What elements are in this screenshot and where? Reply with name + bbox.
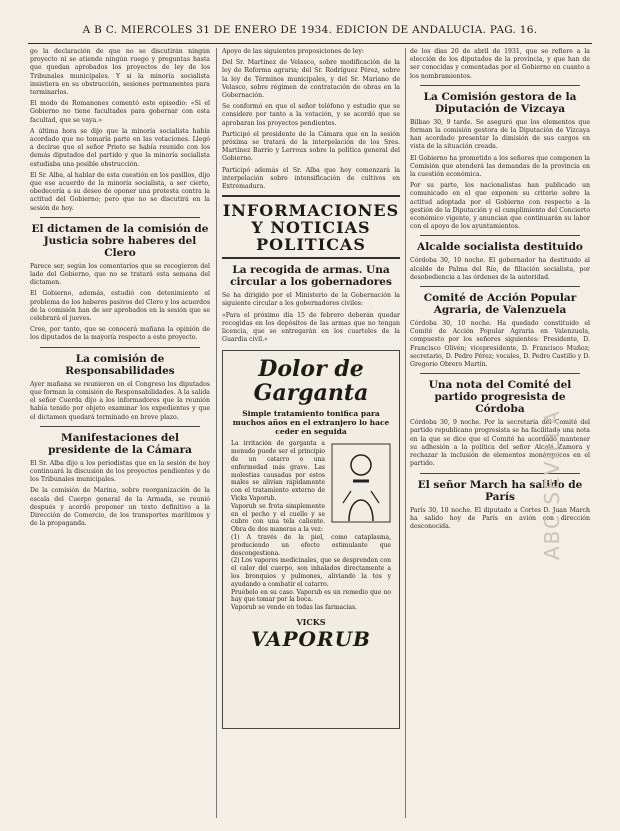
- ad-illustration-icon: [331, 443, 391, 523]
- ad-paragraph: (1) A través de la piel, como cataplasma, produciendo un efecto estimulante que descongestiona.: [231, 534, 391, 557]
- article-paragraph: El Sr. Alba dijo a los periodistas que en la sesión de hoy continuará la discusión de los proyectos pendientes y de los Tribunales municipales.: [30, 459, 210, 484]
- article-paragraph: Cree, por tanto, que se conocerá mañana la opinión de los diputados de la mayoría respecto a este proyecto.: [30, 326, 210, 342]
- column-divider-2: [405, 48, 406, 818]
- article-paragraph: Se conformó en que el señor teléfono y estudio que se considere por tanto a la votación, y se acordó que se aprobaran los proyectos pendientes.: [222, 103, 400, 127]
- article-paragraph: Ayer mañana se reunieron en el Congreso los diputados que forman la comisión de Responsabilidades. A la salida el señor Cuerda dijo a los informadores que la reunión había tenido por objeto examinar los expedientes y que el dictamen quedará terminado en breve plazo.: [30, 380, 210, 421]
- article-paragraph: Córdoba 30, 9 noche. Por la secretaría del Comité del partido republicano progresista se ha facilitado una nota en la que se dice que el Comité ha acordado mantener su adhesión a la política del señor Alcalá Zamora y rechazar la inclusión de elementos monárquicos en el partido.: [410, 419, 590, 468]
- article-paragraph: Parece ser, según los comentarios que se recogieron del lado del Gobierno, que no se tratará esta semana del dictamen.: [30, 262, 210, 287]
- vicks-advertisement: [222, 350, 400, 729]
- headline-gestora-vizcaya: La Comisión gestora de la Diputación de Vizcaya: [423, 90, 577, 115]
- column-divider-1: [216, 48, 217, 818]
- article-paragraph: Se ha dirigido por el Ministerio de la Gobernación la siguiente circular a los gobernadores civiles:: [222, 292, 400, 308]
- section-rule: [222, 257, 400, 259]
- headline-recogida-armas: La recogida de armas. Una circular a los gobernadores: [230, 264, 392, 289]
- article-paragraph: Bilbao 30, 9 tarde. Se aseguró que los elementos que forman la comisión gestora de la Diputación de Vizcaya han acordado presentar la dimisión de sus cargos en vista de la situación creada.: [410, 118, 590, 151]
- page-masthead: A B C. MIERCOLES 31 DE ENERO DE 1934. EDICION DE ANDALUCIA. PAG. 16.: [82, 24, 538, 36]
- divider: [40, 426, 200, 427]
- ad-paragraph: (2) Los vapores medicinales, que se desprenden con el calor del cuerpo, son inhalados directamente a los bronquios y pulmones, aliviando la tos y ayudando a combatir el catarro.: [231, 557, 391, 588]
- ad-paragraph: Pruébelo en su caso. Vaporub es un remedio que no hay que tomar por la boca.: [231, 588, 391, 604]
- article-paragraph: «Para el próximo día 15 de febrero deberán quedar recogidas en los depósitos de las armas que no tengan licencia, que se entregarán en los cuarteles de la Guardia civil.»: [222, 311, 400, 344]
- article-paragraph: El Gobierno, además, estudió con detenimiento el problema de los haberes pasivos del Clero y los acuerdos de la comisión han de ser aprobados en la sesión que se celebrará el jueves.: [30, 290, 210, 323]
- masthead-rule: [28, 43, 592, 44]
- section-title-informaciones: INFORMACIONES Y NOTICIAS POLITICAS: [222, 201, 400, 255]
- headline-march-paris: El señor March ha salido de París: [417, 478, 583, 503]
- divider: [40, 347, 200, 348]
- ad-title: Dolor de Garganta: [253, 356, 369, 407]
- article-paragraph: Participó el presidente de la Cámara que en la sesión próxima se tratará de la interpelación de los Sres. Martínez Barrio y Lerroux sobre la política general del Gobierno.: [222, 130, 400, 163]
- article-paragraph: Córdoba 30, 10 noche. El gobernador ha destituido al alcalde de Palma del Río, de filiación socialista, por desobediencia a las órdenes de la autoridad.: [410, 257, 590, 281]
- headline-responsabilidades: La comisión de Responsabilidades: [65, 352, 175, 377]
- divider: [420, 85, 580, 86]
- ad-paragraph: La irritación de garganta a menudo puede ser el principio de un catarro o una enfermedad más grave. Las molestias causadas por estos males se alivian rápidamente con el tratamiento externo de Vicks Vaporub.: [231, 440, 325, 503]
- headline-accion-popular: Comité de Acción Popular Agraria, de Valenzuela: [423, 292, 577, 317]
- headline-dictamen-clero: El dictamen de la comisión de Justicia sobre haberes del Clero: [31, 222, 209, 259]
- headline-presidente-camara: Manifestaciones del presidente de la Cámara: [48, 431, 192, 456]
- article-paragraph: El Sr. Alba, al hablar de esta cuestión en los pasillos, dijo que ese acuerdo de la minoría socialista, a ser cierto, obedecería a su deseo de oponer una protesta contra la actitud del Gobierno; pero que no se discutirá en la sesión de hoy.: [30, 171, 210, 212]
- article-paragraph: go la declaración de que no se discutirán ningún proyecto ni se atiende ningún ruego y preguntas hasta que quedan aprobados los proyectos de ley de los Tribunales municipales. Y si la minoría socialista insistiera en su obstrucción, sesiones permanentes para terminarlos.: [30, 48, 210, 97]
- article-paragraph: A última hora se dijo que la minoría socialista había acordado que no tomaría parte en las votaciones. Llegó a decirse que el señor Prieto se había reunido con los demás diputados del partido y que la minoría socialista estudiaba una posible obstrucción.: [30, 127, 210, 168]
- ad-paragraph: Vaporub se frota simplemente en el pecho y el cuello y se cubre con una tela caliente. Obra de dos maneras a la vez:: [231, 502, 325, 534]
- ad-brand-vicks: VICKS: [296, 617, 326, 627]
- headline-comite-progresista: Una nota del Comité del partido progresista de Córdoba: [428, 379, 572, 416]
- article-paragraph: Participó además el Sr. Alba que hoy comenzará la interpelación sobre intensificación de cultivos en Extremadura.: [222, 166, 400, 191]
- article-paragraph: El modo de Romanones comentó este episodio: «Si el Gobierno no tiene facultades para gobernar con esta facultad, que se vaya.»: [30, 100, 210, 124]
- article-paragraph: de los días 20 de abril de 1931, que se refiere a la elección de los diputados de la provincia, y que han de ser conocidas y comentadas por el Gobierno en cuanto a los nombramientos.: [410, 48, 590, 80]
- article-paragraph: Del Sr. Martínez de Velasco, sobre modificación de la ley de Reforma agraria; del Sr. Rodríguez Pérez, sobre la ley de Términos municipales, y del Sr. Mariano de Velasco, sobre régimen de contratación de obras en la Gobernación.: [222, 59, 400, 100]
- ad-paragraph: Vaporub se vende en todas las farmacias.: [231, 604, 357, 612]
- divider: [40, 217, 200, 218]
- divider: [420, 286, 580, 287]
- divider: [420, 373, 580, 374]
- article-paragraph: El Gobierno ha prometido a los señores que componen la Comisión que atenderá las demandas de la provincia en la cuestión económica.: [410, 154, 590, 179]
- archive-watermark: ABC SEVILLA: [540, 409, 564, 560]
- ad-brand-vaporub: VAPORUB: [251, 627, 371, 651]
- headline-alcalde-destituido: Alcalde socialista destituido: [417, 241, 583, 254]
- section-rule: [222, 195, 400, 197]
- article-paragraph: Córdoba 30, 10 noche. Ha quedado constituido el Comité de Acción Popular Agraria en Valenzuela, compuesto por los señores siguientes: Presidente, D. Francisco Olivén; vicepresidente, D. Francisco Muñoz; secretario, D. Pedro Pérez; vocales, D. Pedro Castillo y D. Gregorio Obrero Martín.: [410, 320, 590, 369]
- column-1: [30, 48, 210, 531]
- article-paragraph: Por su parte, los nacionalistas han publicado un comunicado en el que exponen su criterio sobre la actitud adoptada por el Gobierno con respecto a la gestión de la Diputación y el cumplimiento del Concierto económico vigente, y anuncian que continuarán su labor con el apoyo de los ayuntamientos.: [410, 182, 590, 231]
- article-paragraph: De la comisión de Marina, sobre reorganización de la escala del Cuerpo general de la Armada, se reunió después y acordó proponer un texto definitivo a la Dirección de Comercio, de los transportes marítimos y de la propaganda.: [30, 487, 210, 528]
- ad-subtitle: Simple tratamiento tonifica para muchos años en el extranjero lo hace ceder en seguida: [232, 409, 390, 437]
- article-paragraph: París 30, 10 noche. El diputado a Cortes D. Juan March ha salido hoy de París en avión con dirección desconocida.: [410, 506, 590, 530]
- divider: [420, 235, 580, 236]
- article-paragraph: Apoyo de las siguientes proposiciones de ley:: [222, 48, 365, 55]
- column-2: [222, 48, 400, 735]
